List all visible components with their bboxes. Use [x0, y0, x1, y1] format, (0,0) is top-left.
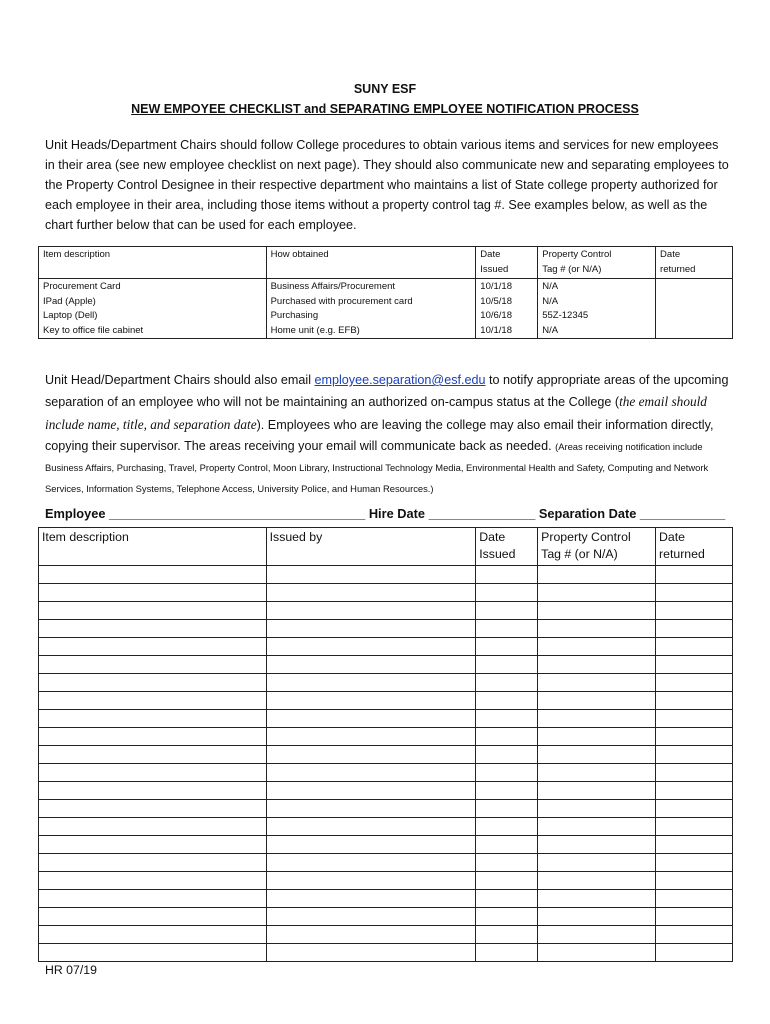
form-cell[interactable] [39, 926, 267, 944]
form-cell[interactable] [538, 836, 656, 854]
form-cell[interactable] [266, 566, 476, 584]
form-cell[interactable] [538, 620, 656, 638]
form-cell[interactable] [538, 908, 656, 926]
form-cell[interactable] [538, 872, 656, 890]
form-blank-row [39, 710, 733, 728]
form-cell[interactable] [39, 908, 267, 926]
form-blank-row [39, 890, 733, 908]
form-cell[interactable] [476, 764, 538, 782]
form-cell[interactable] [476, 584, 538, 602]
form-cell[interactable] [476, 602, 538, 620]
form-cell[interactable] [476, 782, 538, 800]
form-cell[interactable] [476, 638, 538, 656]
form-cell[interactable] [39, 728, 267, 746]
form-blank-row [39, 944, 733, 962]
form-cell[interactable] [39, 890, 267, 908]
employee-label: Employee [45, 506, 106, 521]
header-date-returned: Date returned [656, 247, 733, 279]
form-cell[interactable] [656, 890, 733, 908]
form-blank-row [39, 746, 733, 764]
form-cell[interactable] [39, 584, 267, 602]
form-cell[interactable] [538, 944, 656, 962]
form-cell[interactable] [39, 692, 267, 710]
form-cell[interactable] [39, 872, 267, 890]
employee-name-field[interactable]: ____________________________________ [109, 506, 366, 521]
form-cell[interactable] [656, 836, 733, 854]
form-cell[interactable] [266, 800, 476, 818]
form-blank-row [39, 818, 733, 836]
separation-date-label: Separation Date [538, 506, 637, 521]
form-cell[interactable] [476, 854, 538, 872]
form-cell[interactable] [656, 782, 733, 800]
form-cell[interactable] [266, 584, 476, 602]
form-cell[interactable] [266, 764, 476, 782]
example-table [38, 246, 733, 339]
form-cell[interactable] [476, 728, 538, 746]
form-cell[interactable] [476, 872, 538, 890]
form-cell[interactable] [656, 638, 733, 656]
form-cell[interactable] [266, 818, 476, 836]
form-cell[interactable] [39, 800, 267, 818]
header-issued-by: Issued by [266, 528, 476, 566]
form-blank-row [39, 638, 733, 656]
form-blank-row [39, 692, 733, 710]
header-date-issued: Date Issued [476, 528, 538, 566]
form-cell[interactable] [538, 656, 656, 674]
employee-items-table [38, 527, 733, 962]
form-cell[interactable] [39, 620, 267, 638]
table-row: IPad (Apple) Purchased with procurement card 10/5/18 N/A [39, 295, 733, 310]
form-cell[interactable] [538, 602, 656, 620]
form-blank-row [39, 926, 733, 944]
form-cell[interactable] [266, 854, 476, 872]
header-date-returned: Date returned [656, 528, 733, 566]
form-cell[interactable] [476, 656, 538, 674]
email-instructions: the email should include name, title, and separation date [45, 394, 707, 432]
form-cell[interactable] [476, 746, 538, 764]
form-cell[interactable] [476, 566, 538, 584]
form-blank-row [39, 602, 733, 620]
form-code-footer: HR 07/19 [45, 963, 97, 977]
form-blank-row [39, 782, 733, 800]
notice-paragraph: Unit Head/Department Chairs should also email employee.separation@esf.edu to notify appropriate areas of the upcoming separation of an employee who will not be maintaining an authorized on-campus status at the College (the email should include name, title, and separation date). Employees who are leaving the college may also email their information directly, copying their supervisor. The areas receiving your email will communicate back as needed. (Areas receiving notification include Business Affairs, Purchasing, Travel, Property Control, Moon Library, Instructional Technology Media, Environmental Health and Safety, Computing and Network Services, Information Systems, Telephone Access, University Police, and Human Resources.) [45, 373, 729, 495]
form-blank-row [39, 836, 733, 854]
form-cell[interactable] [39, 638, 267, 656]
employee-info-line [45, 506, 735, 521]
form-blank-row [39, 764, 733, 782]
form-cell[interactable] [39, 656, 267, 674]
table-row: Procurement Card Business Affairs/Procurement 10/1/18 N/A [39, 279, 733, 295]
form-cell[interactable] [266, 944, 476, 962]
form-cell[interactable] [476, 944, 538, 962]
form-cell[interactable] [656, 728, 733, 746]
form-cell[interactable] [538, 764, 656, 782]
form-cell[interactable] [39, 710, 267, 728]
form-blank-row [39, 566, 733, 584]
form-cell[interactable] [656, 620, 733, 638]
form-cell[interactable] [538, 854, 656, 872]
form-cell[interactable] [656, 656, 733, 674]
form-blank-row [39, 800, 733, 818]
form-blank-row [39, 908, 733, 926]
form-cell[interactable] [656, 818, 733, 836]
form-cell[interactable] [476, 674, 538, 692]
header-property-tag: Property Control Tag # (or N/A) [538, 247, 656, 279]
form-cell[interactable] [476, 692, 538, 710]
form-cell[interactable] [476, 836, 538, 854]
header-how-obtained: How obtained [266, 247, 476, 279]
form-cell[interactable] [538, 710, 656, 728]
form-cell[interactable] [266, 710, 476, 728]
form-blank-row [39, 872, 733, 890]
form-blank-row [39, 854, 733, 872]
form-cell[interactable] [538, 818, 656, 836]
form-cell[interactable] [656, 584, 733, 602]
form-cell[interactable] [266, 602, 476, 620]
org-title: SUNY ESF [353, 82, 417, 96]
form-cell[interactable] [538, 584, 656, 602]
hire-date-field[interactable]: _______________ [428, 506, 536, 521]
form-cell[interactable] [538, 692, 656, 710]
form-cell[interactable] [266, 926, 476, 944]
form-cell[interactable] [656, 602, 733, 620]
separation-date-field[interactable]: ____________ [639, 506, 726, 521]
form-cell[interactable] [39, 674, 267, 692]
table-row: Key to office file cabinet Home unit (e.g. EFB) 10/1/18 N/A [39, 324, 733, 339]
form-cell[interactable] [656, 944, 733, 962]
form-cell[interactable] [656, 908, 733, 926]
form-cell[interactable] [266, 620, 476, 638]
form-cell[interactable] [656, 692, 733, 710]
form-cell[interactable] [39, 566, 267, 584]
form-blank-row [39, 656, 733, 674]
form-cell[interactable] [266, 728, 476, 746]
form-cell[interactable] [656, 746, 733, 764]
form-cell[interactable] [266, 890, 476, 908]
form-cell[interactable] [39, 782, 267, 800]
form-cell[interactable] [39, 746, 267, 764]
form-blank-row [39, 674, 733, 692]
form-cell[interactable] [656, 566, 733, 584]
form-cell[interactable] [476, 818, 538, 836]
form-cell[interactable] [39, 764, 267, 782]
form-cell[interactable] [538, 800, 656, 818]
form-cell[interactable] [266, 836, 476, 854]
form-blank-row [39, 728, 733, 746]
form-cell[interactable] [538, 638, 656, 656]
form-cell[interactable] [266, 908, 476, 926]
table-row: Laptop (Dell) Purchasing 10/6/18 55Z-12345 [39, 309, 733, 324]
notification-areas-note: (Areas receiving notification include Business Affairs, Purchasing, Travel, Property Control, Moon Library, Instructional Technology Media, Environmental Health and Safety, Computing and Network Services, Information Systems, Telephone Access, University Police, and Human Resources.) [45, 440, 709, 495]
form-cell[interactable] [538, 926, 656, 944]
form-cell[interactable] [476, 800, 538, 818]
form-cell[interactable] [476, 710, 538, 728]
form-cell[interactable] [538, 782, 656, 800]
form-cell[interactable] [656, 854, 733, 872]
form-cell[interactable] [39, 818, 267, 836]
header-date-issued: Date Issued [476, 247, 538, 279]
form-blank-row [39, 620, 733, 638]
form-cell[interactable] [39, 854, 267, 872]
form-cell[interactable] [656, 764, 733, 782]
form-cell[interactable] [476, 926, 538, 944]
form-cell[interactable] [656, 926, 733, 944]
form-cell[interactable] [538, 674, 656, 692]
hire-date-label: Hire Date [368, 506, 425, 521]
header-item-description: Item description [39, 247, 267, 279]
form-cell[interactable] [476, 890, 538, 908]
form-cell[interactable] [39, 944, 267, 962]
header-item-description: Item description [39, 528, 267, 566]
form-cell[interactable] [656, 710, 733, 728]
email-link[interactable]: employee.separation@esf.edu [314, 373, 486, 387]
intro-paragraph: Unit Heads/Department Chairs should follow College procedures to obtain various items and services for new employees in their area (see new employee checklist on next page). They should also communicate new and separating employees to the Property Control Designee in their respective department who maintains a list of State college property authorized for each employee in their area, including those items without a property control tag #. See examples below, as well as the chart further below that can be used for each employee. [45, 138, 729, 233]
form-cell[interactable] [39, 602, 267, 620]
form-cell[interactable] [266, 782, 476, 800]
form-cell[interactable] [266, 656, 476, 674]
form-cell[interactable] [266, 692, 476, 710]
form-blank-row [39, 584, 733, 602]
form-cell[interactable] [656, 674, 733, 692]
form-cell[interactable] [538, 746, 656, 764]
form-cell[interactable] [656, 872, 733, 890]
form-cell[interactable] [538, 566, 656, 584]
form-cell[interactable] [538, 890, 656, 908]
form-cell[interactable] [476, 908, 538, 926]
form-cell[interactable] [266, 746, 476, 764]
header-property-tag: Property Control Tag # (or N/A) [538, 528, 656, 566]
example-table-header [39, 247, 733, 279]
form-cell[interactable] [476, 620, 538, 638]
form-cell[interactable] [656, 800, 733, 818]
document-title: NEW EMPOYEE CHECKLIST and SEPARATING EMPLOYEE NOTIFICATION PROCESS [131, 102, 639, 116]
form-cell[interactable] [538, 728, 656, 746]
form-cell[interactable] [266, 638, 476, 656]
form-cell[interactable] [39, 836, 267, 854]
form-table-header [39, 528, 733, 566]
form-cell[interactable] [266, 872, 476, 890]
form-cell[interactable] [266, 674, 476, 692]
